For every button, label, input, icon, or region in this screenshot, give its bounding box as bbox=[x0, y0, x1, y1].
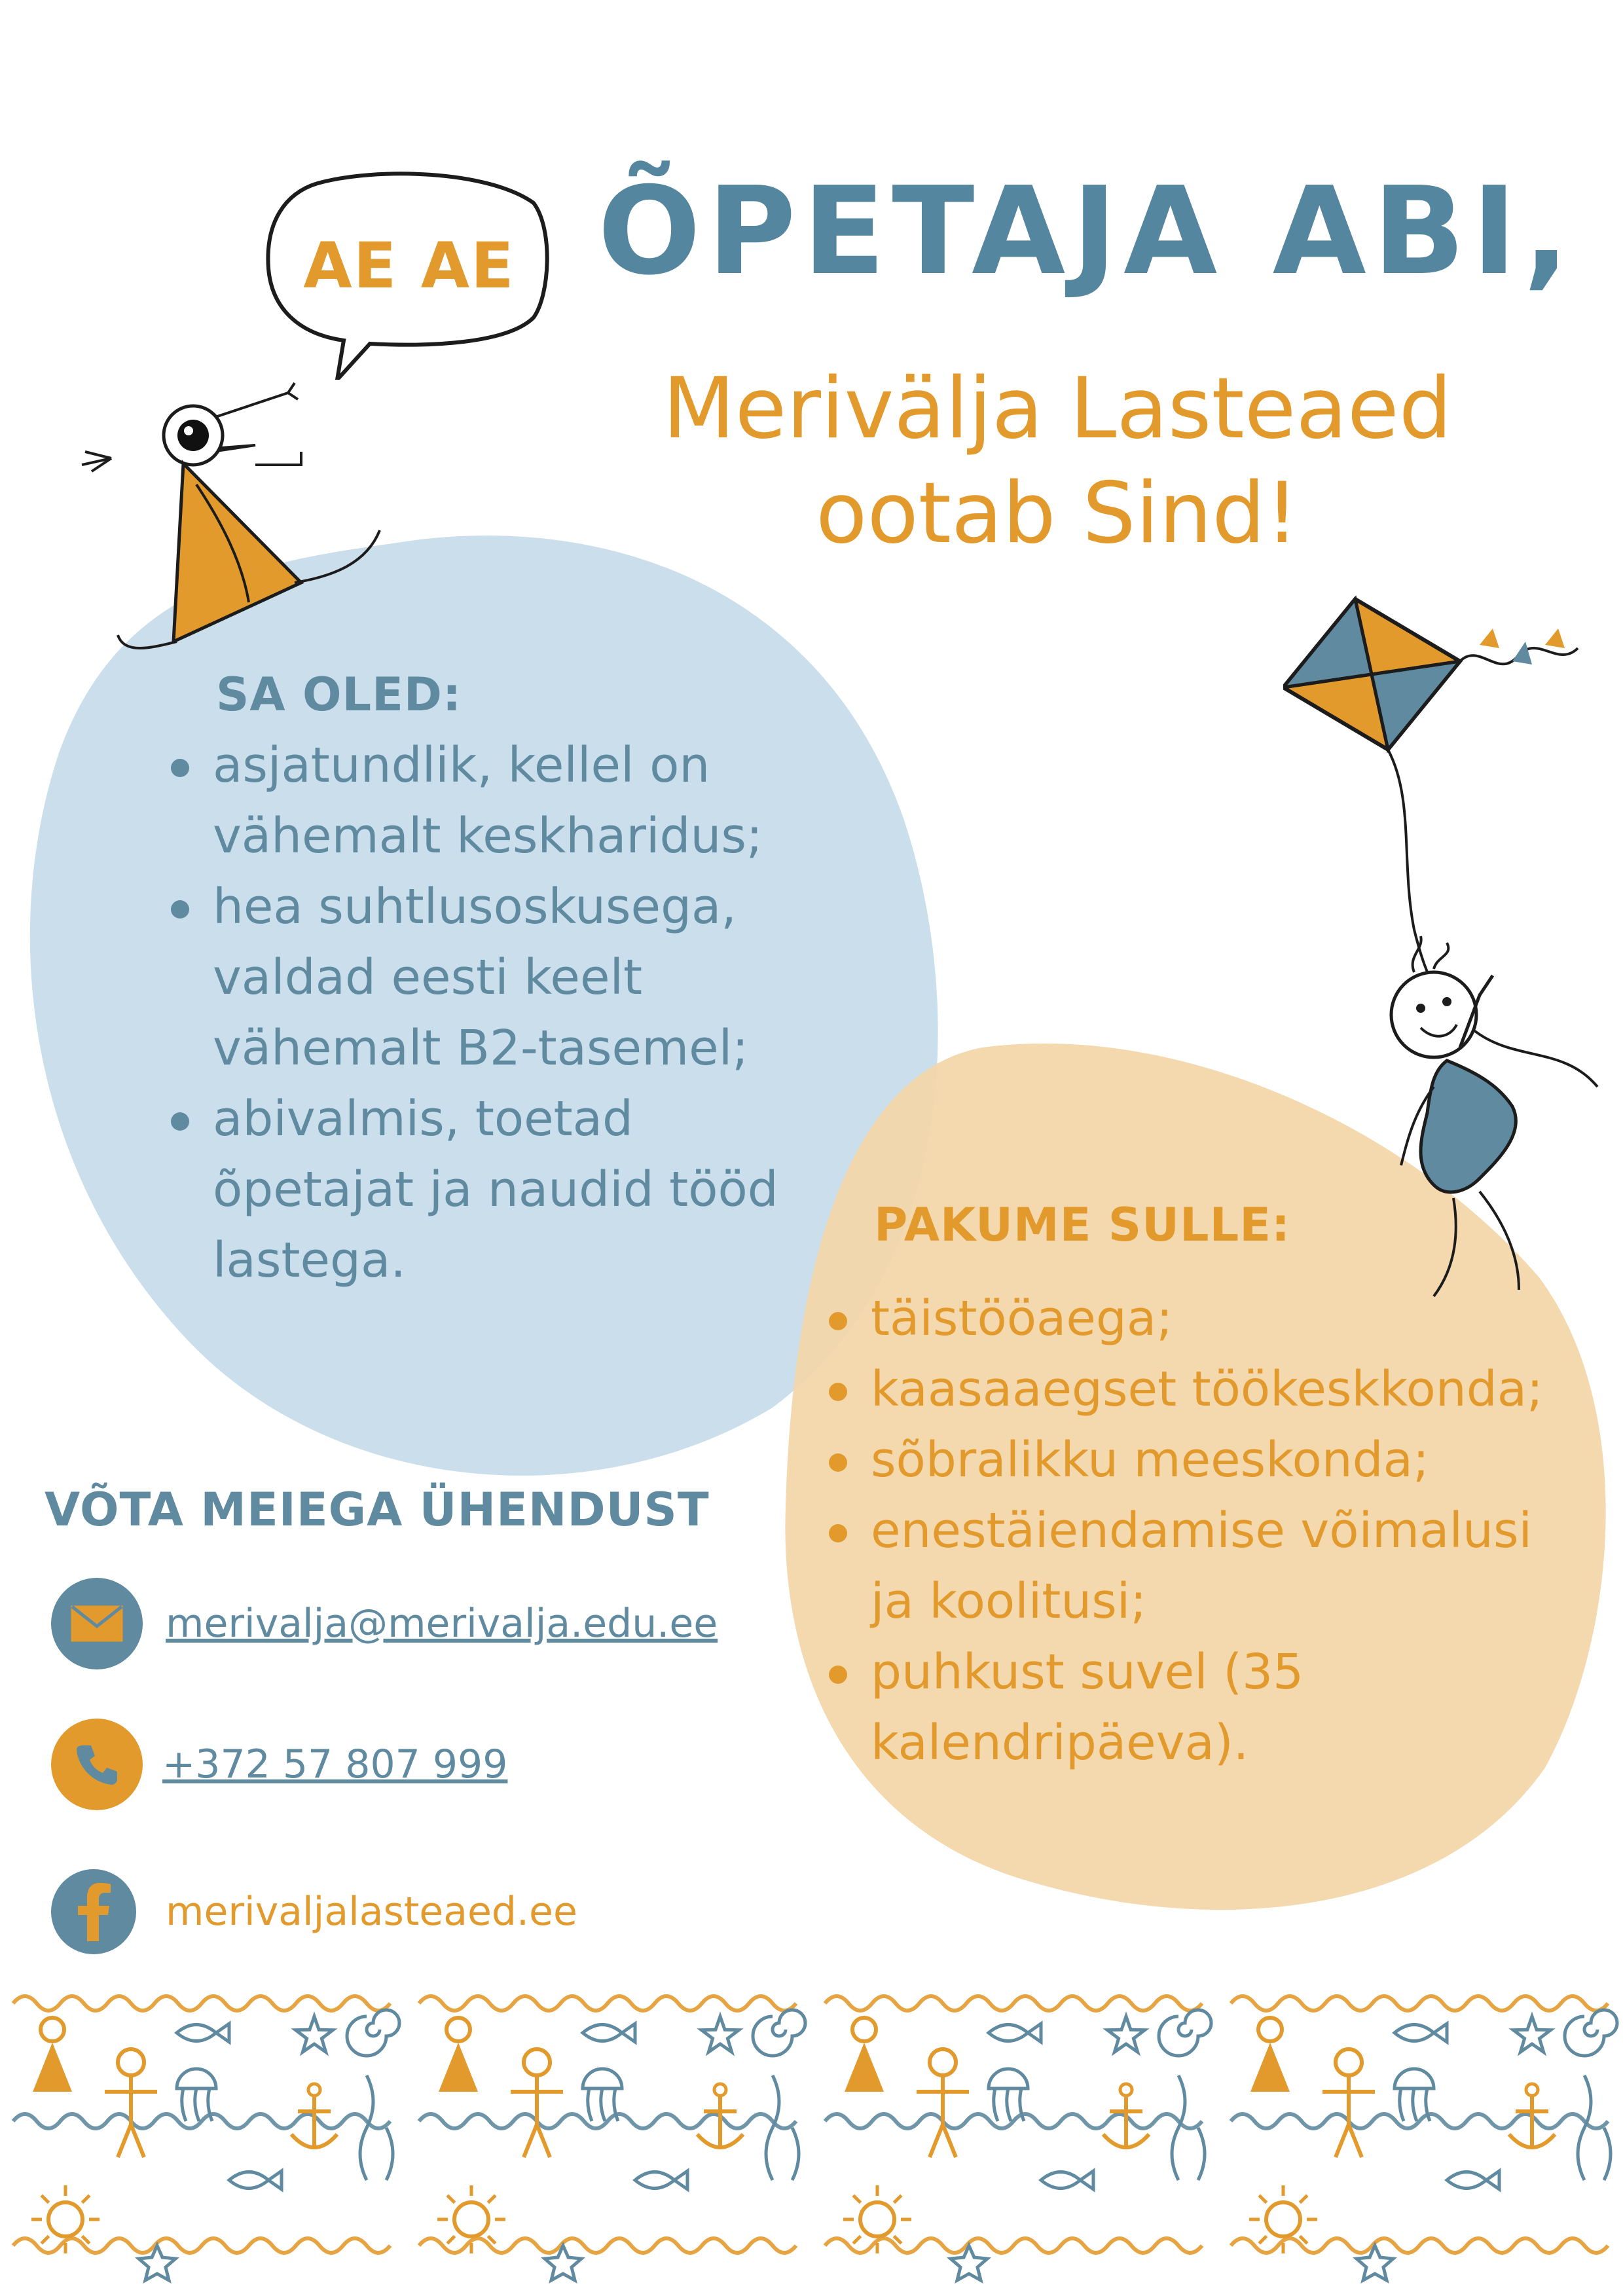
spiral-doodle bbox=[1565, 2010, 1617, 2056]
offer-item: puhkust suvel (35 kalendripäeva). bbox=[825, 1637, 1611, 1778]
girl-doodle-head bbox=[447, 2018, 470, 2041]
boy-doodle-head bbox=[118, 2049, 144, 2075]
starfish-doodle bbox=[1108, 2016, 1145, 2052]
fish-doodle bbox=[177, 2024, 229, 2042]
sun-doodle bbox=[1266, 2202, 1300, 2236]
spiral-doodle bbox=[347, 2010, 399, 2056]
boy-doodle-head bbox=[1336, 2049, 1362, 2075]
sun-ray-doodle bbox=[447, 2195, 454, 2202]
facebook-link[interactable]: merivaljalasteaed.ee bbox=[166, 1889, 577, 1935]
sun-doodle bbox=[48, 2202, 82, 2236]
envelope-icon bbox=[51, 1578, 143, 1669]
spiral-doodle bbox=[1159, 2010, 1211, 2056]
sun-ray-doodle bbox=[41, 2195, 48, 2202]
girl-doodle-head bbox=[852, 2018, 876, 2041]
sun-ray-doodle bbox=[447, 2236, 454, 2243]
phone-icon bbox=[51, 1719, 143, 1810]
girl-doodle-dress bbox=[33, 2043, 72, 2092]
girl-doodle-dress bbox=[845, 2043, 884, 2092]
requirements-heading: SA OLED: bbox=[216, 668, 462, 721]
jellyfish-doodle bbox=[177, 2069, 216, 2121]
email-link[interactable]: merivalja@merivalja.edu.ee bbox=[166, 1601, 718, 1647]
offer-heading: PAKUME SULLE: bbox=[874, 1198, 1291, 1252]
wave-doodle bbox=[13, 2114, 390, 2128]
anchor-doodle-ring bbox=[308, 2084, 320, 2096]
requirement-item: asjatundlik, kellel on vähemalt keskharidus; bbox=[167, 730, 900, 871]
decorative-border bbox=[0, 1984, 1623, 2296]
anchor-doodle-ring bbox=[1526, 2084, 1538, 2096]
starfish-doodle bbox=[702, 2016, 739, 2052]
wave-doodle bbox=[1231, 2114, 1608, 2128]
anchor-doodle-ring bbox=[1120, 2084, 1132, 2096]
kite-child-illustration bbox=[1283, 589, 1623, 1322]
wave-doodle bbox=[1231, 1996, 1608, 2011]
contact-heading: VÕTA MEIEGA ÜHENDUST bbox=[45, 1483, 710, 1537]
facebook-row bbox=[51, 1869, 577, 1954]
wave-doodle bbox=[13, 1996, 390, 2011]
starfish-doodle bbox=[296, 2016, 333, 2052]
phone-link[interactable]: +372 57 807 999 bbox=[162, 1741, 508, 1787]
girl-doodle-head bbox=[41, 2018, 64, 2041]
fish-doodle bbox=[989, 2024, 1041, 2042]
wave-doodle bbox=[419, 1996, 796, 2011]
speech-bubble-text: AE AE bbox=[303, 229, 515, 302]
fish-doodle bbox=[1447, 2171, 1499, 2189]
girl-doodle-dress bbox=[439, 2043, 478, 2092]
requirement-item: abivalmis, toetad õpetajat ja naudid tööd lastega. bbox=[167, 1084, 900, 1296]
sun-ray-doodle bbox=[41, 2236, 48, 2243]
boy-doodle-head bbox=[524, 2049, 550, 2075]
jellyfish-doodle bbox=[583, 2069, 622, 2121]
subtitle-line-2: ootab Sind! bbox=[816, 465, 1299, 562]
requirements-list bbox=[167, 730, 900, 1296]
fish-doodle bbox=[635, 2171, 687, 2189]
boy-doodle-head bbox=[930, 2049, 956, 2075]
jellyfish-doodle bbox=[989, 2069, 1028, 2121]
wave-doodle bbox=[419, 2114, 796, 2128]
offer-item: täistööaega; bbox=[825, 1283, 1611, 1354]
sun-ray-doodle bbox=[1259, 2236, 1266, 2243]
wave-doodle bbox=[13, 2238, 390, 2253]
offer-item: kaasaaegset töökeskkonda; bbox=[825, 1354, 1611, 1425]
offer-item: enestäiendamise võimalusi ja koolitusi; bbox=[825, 1495, 1611, 1637]
anchor-doodle-ring bbox=[714, 2084, 726, 2096]
wave-doodle bbox=[1231, 2238, 1608, 2253]
email-row bbox=[51, 1578, 718, 1669]
fish-doodle bbox=[1041, 2171, 1093, 2189]
wave-doodle bbox=[825, 2114, 1202, 2128]
sun-ray-doodle bbox=[1259, 2195, 1266, 2202]
wave-doodle bbox=[825, 2238, 1202, 2253]
fish-doodle bbox=[583, 2024, 635, 2042]
sun-doodle bbox=[454, 2202, 488, 2236]
fish-doodle bbox=[229, 2171, 282, 2189]
sun-ray-doodle bbox=[894, 2195, 901, 2202]
offer-list bbox=[825, 1283, 1611, 1778]
requirement-item: hea suhtlusoskusega, valdad eesti keelt vähemalt B2-tasemel; bbox=[167, 871, 900, 1084]
sun-ray-doodle bbox=[853, 2195, 860, 2202]
phone-row bbox=[51, 1719, 507, 1810]
page-title: ÕPETAJA ABI, bbox=[598, 160, 1576, 302]
starfish-doodle bbox=[1514, 2016, 1551, 2052]
page-subtitle bbox=[589, 357, 1525, 566]
sun-ray-doodle bbox=[488, 2195, 495, 2202]
jellyfish-doodle bbox=[1395, 2069, 1434, 2121]
sun-ray-doodle bbox=[853, 2236, 860, 2243]
girl-doodle-head bbox=[1258, 2018, 1282, 2041]
offer-item: sõbralikku meeskonda; bbox=[825, 1425, 1611, 1495]
girl-doodle-dress bbox=[1250, 2043, 1290, 2092]
girl-illustration bbox=[72, 367, 399, 668]
spiral-doodle bbox=[753, 2010, 805, 2056]
wave-doodle bbox=[825, 1996, 1202, 2011]
sun-ray-doodle bbox=[82, 2195, 89, 2202]
sun-ray-doodle bbox=[1300, 2195, 1307, 2202]
fish-doodle bbox=[1395, 2024, 1447, 2042]
wave-doodle bbox=[419, 2238, 796, 2253]
sun-doodle bbox=[860, 2202, 894, 2236]
subtitle-line-1: Merivälja Lasteaed bbox=[663, 360, 1452, 458]
facebook-icon bbox=[51, 1869, 136, 1954]
